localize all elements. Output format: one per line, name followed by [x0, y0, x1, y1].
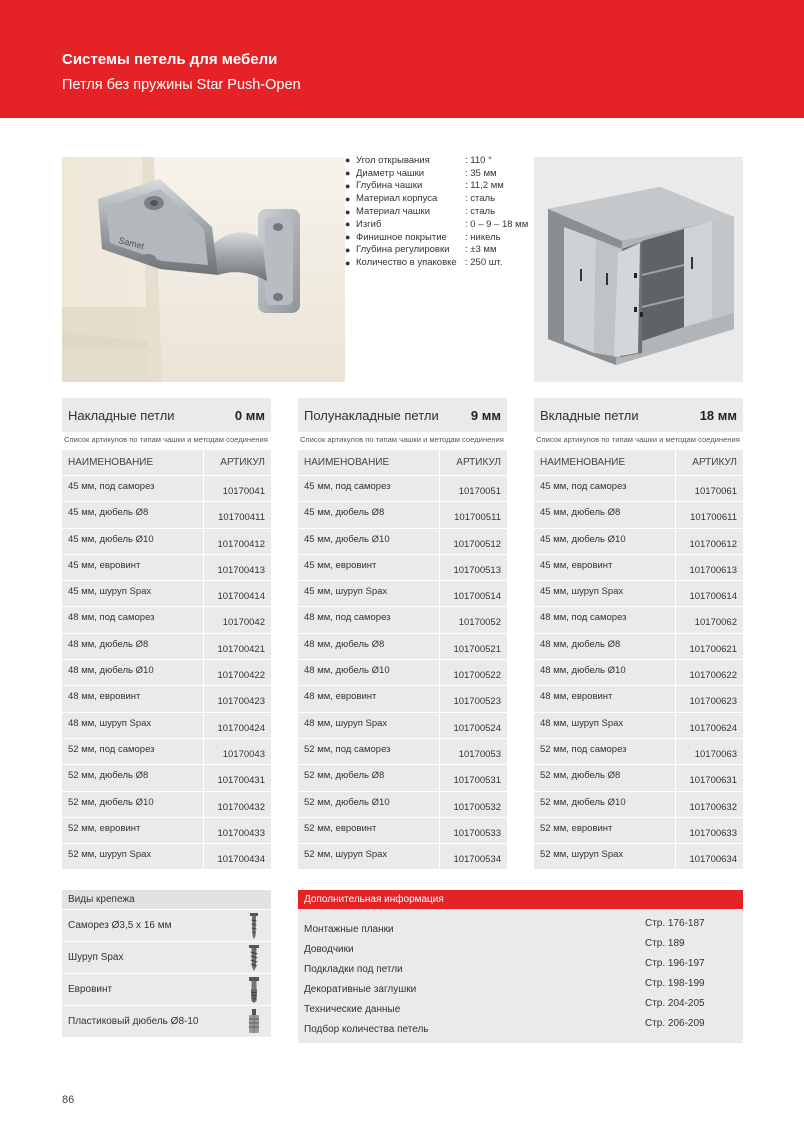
row-code: 101700634	[675, 844, 743, 869]
table-row	[534, 529, 743, 555]
table-row	[298, 581, 507, 607]
row-name: 52 мм, дюбель Ø10	[540, 796, 626, 808]
row-name: 45 мм, дюбель Ø8	[68, 507, 149, 519]
table-note: Список артикулов по типам чашки и методам соединения	[536, 435, 740, 444]
row-code: 101700621	[675, 634, 743, 659]
row-code: 101700431	[203, 765, 271, 790]
table-row	[62, 581, 271, 607]
row-code: 101700512	[439, 529, 507, 554]
spec-row	[345, 192, 535, 205]
table-note: Список артикулов по типам чашки и методам соединения	[300, 435, 504, 444]
specs-list	[345, 154, 535, 269]
row-name: 48 мм, дюбель Ø8	[68, 638, 149, 650]
column-name: НАИМЕНОВАНИЕ	[304, 457, 390, 468]
row-code: 101700622	[675, 660, 743, 685]
row-name: 52 мм, евровинт	[304, 822, 377, 834]
row-code: 101700623	[675, 686, 743, 711]
page-header	[0, 0, 804, 118]
column-code: АРТИКУЛ	[203, 450, 271, 475]
bullet-icon: ●	[345, 244, 351, 255]
fastener-label: Саморез Ø3,5 x 16 мм	[68, 920, 172, 931]
row-name: 52 мм, дюбель Ø10	[304, 796, 390, 808]
row-name: 48 мм, евровинт	[304, 691, 377, 703]
spec-value: : 11,2 мм	[465, 180, 504, 192]
info-item	[304, 918, 734, 935]
table-row	[298, 555, 507, 581]
table-row	[298, 476, 507, 502]
row-code: 101700411	[203, 502, 271, 527]
fastener-item	[62, 1005, 271, 1037]
row-code: 101700523	[439, 686, 507, 711]
table-row	[62, 792, 271, 818]
bullet-icon: ●	[345, 168, 351, 179]
row-code: 101700631	[675, 765, 743, 790]
row-name: 48 мм, евровинт	[68, 691, 141, 703]
row-name: 48 мм, под саморез	[304, 612, 391, 624]
row-code: 10170042	[203, 607, 271, 632]
table-row	[534, 739, 743, 765]
screw-icon	[247, 912, 261, 940]
row-name: 45 мм, под саморез	[68, 481, 155, 492]
row-code: 101700412	[203, 529, 271, 554]
table-offset: 18 мм	[699, 407, 737, 423]
spec-row	[345, 205, 535, 218]
table-row	[534, 713, 743, 739]
row-code: 101700413	[203, 555, 271, 580]
row-name: 52 мм, евровинт	[540, 822, 613, 834]
spec-label: Финишное покрытие	[356, 231, 447, 243]
row-code: 101700434	[203, 844, 271, 869]
info-item	[304, 958, 734, 975]
row-code: 101700533	[439, 818, 507, 843]
info-item	[304, 1018, 734, 1035]
row-code: 101700614	[675, 581, 743, 606]
row-code: 101700521	[439, 634, 507, 659]
spec-value: : сталь	[465, 193, 496, 205]
table-overlay-hinges	[62, 398, 271, 870]
table-row	[62, 713, 271, 739]
fasteners-title: Виды крепежа	[62, 890, 271, 909]
info-item-page: Стр. 206-209	[645, 1018, 705, 1029]
spec-label: Материал чашки	[356, 206, 430, 218]
row-code: 10170063	[675, 739, 743, 764]
table-header	[534, 398, 743, 432]
table-row	[62, 660, 271, 686]
row-name: 48 мм, шуруп Spax	[304, 717, 388, 729]
table-offset: 9 мм	[470, 407, 501, 423]
info-item-page: Стр. 198-199	[645, 978, 705, 989]
spec-row	[345, 154, 535, 167]
row-code: 10170061	[675, 476, 743, 501]
row-code: 10170062	[675, 607, 743, 632]
spec-label: Изгиб	[356, 218, 382, 230]
table-row	[62, 844, 271, 870]
row-name: 52 мм, под саморез	[68, 743, 155, 755]
spec-label: Диаметр чашки	[356, 167, 425, 179]
table-title: Полунакладные петли	[304, 407, 439, 423]
row-name: 45 мм, евровинт	[540, 559, 613, 571]
info-item	[304, 998, 734, 1015]
row-name: 45 мм, евровинт	[304, 559, 377, 571]
column-code: АРТИКУЛ	[675, 450, 743, 475]
row-name: 45 мм, дюбель Ø8	[304, 507, 385, 519]
fastener-item	[62, 973, 271, 1005]
spec-row	[345, 180, 535, 193]
table-row	[62, 739, 271, 765]
row-code: 101700511	[439, 502, 507, 527]
row-name: 52 мм, дюбель Ø8	[540, 770, 621, 782]
row-code: 10170053	[439, 739, 507, 764]
table-row	[62, 476, 271, 502]
row-code: 101700611	[675, 502, 743, 527]
bullet-icon: ●	[345, 193, 351, 204]
row-name: 52 мм, дюбель Ø10	[68, 796, 154, 808]
fastener-label: Евровинт	[68, 984, 113, 995]
table-row	[534, 765, 743, 791]
brand-logo-text: Samet	[117, 235, 146, 252]
table-row	[298, 529, 507, 555]
cabinet-drawing	[534, 157, 743, 382]
table-row	[62, 555, 271, 581]
row-code: 10170041	[203, 476, 271, 501]
table-row	[534, 844, 743, 870]
page-number: 86	[62, 1094, 75, 1106]
info-item-label: Доводчики	[304, 944, 354, 955]
table-row	[298, 634, 507, 660]
row-code: 101700633	[675, 818, 743, 843]
page-title: Системы петель для мебели	[62, 51, 278, 68]
table-row	[62, 502, 271, 528]
row-name: 48 мм, евровинт	[540, 691, 613, 703]
info-item-page: Стр. 204-205	[645, 998, 705, 1009]
info-item-label: Подбор количества петель	[304, 1024, 429, 1035]
table-row	[534, 607, 743, 633]
bullet-icon: ●	[345, 180, 351, 191]
spec-value: : 110 °	[465, 154, 492, 166]
table-header	[62, 398, 271, 432]
row-name: 45 мм, под саморез	[540, 481, 627, 492]
table-row	[298, 686, 507, 712]
row-name: 52 мм, дюбель Ø8	[68, 770, 149, 782]
row-code: 101700532	[439, 792, 507, 817]
row-name: 48 мм, дюбель Ø8	[304, 638, 385, 650]
row-name: 48 мм, под саморез	[540, 612, 627, 624]
table-row	[298, 607, 507, 633]
column-name: НАИМЕНОВАНИЕ	[540, 457, 626, 468]
table-row	[62, 818, 271, 844]
bullet-icon: ●	[345, 206, 351, 217]
row-name: 52 мм, евровинт	[68, 822, 141, 834]
table-title: Накладные петли	[68, 407, 175, 423]
additional-info-title: Дополнительная информация	[298, 890, 743, 909]
table-note: Список артикулов по типам чашки и методам соединения	[64, 435, 268, 444]
spec-label: Угол открывания	[356, 154, 430, 166]
table-offset: 0 мм	[234, 407, 265, 423]
spec-row	[345, 231, 535, 244]
bullet-icon: ●	[345, 232, 351, 243]
table-title: Вкладные петли	[540, 407, 639, 423]
spax-screw-icon	[247, 944, 261, 972]
row-code: 101700524	[439, 713, 507, 738]
info-item-page: Стр. 189	[645, 938, 685, 949]
table-row	[534, 476, 743, 502]
row-name: 45 мм, под саморез	[304, 481, 391, 492]
row-code: 101700424	[203, 713, 271, 738]
row-name: 48 мм, шуруп Spax	[540, 717, 624, 729]
info-item	[304, 938, 734, 955]
row-name: 48 мм, дюбель Ø10	[304, 665, 390, 677]
row-code: 101700534	[439, 844, 507, 869]
spec-value: : 35 мм	[465, 167, 497, 179]
fastener-label: Шуруп Spax	[68, 952, 124, 963]
column-name: НАИМЕНОВАНИЕ	[68, 457, 154, 468]
table-row	[298, 660, 507, 686]
row-code: 101700414	[203, 581, 271, 606]
row-code: 101700531	[439, 765, 507, 790]
info-item-label: Декоративные заглушки	[304, 984, 417, 995]
row-name: 45 мм, дюбель Ø10	[540, 533, 626, 545]
spec-value: : 0 – 9 – 18 мм	[465, 218, 529, 230]
spec-row	[345, 167, 535, 180]
row-name: 52 мм, дюбель Ø8	[304, 770, 385, 782]
row-name: 48 мм, дюбель Ø10	[540, 665, 626, 677]
cabinet-illustration	[534, 157, 743, 382]
column-code: АРТИКУЛ	[439, 450, 507, 475]
row-name: 52 мм, шуруп Spax	[540, 849, 624, 861]
row-code: 101700613	[675, 555, 743, 580]
table-row	[534, 660, 743, 686]
table-row	[298, 792, 507, 818]
row-code: 101700432	[203, 792, 271, 817]
row-code: 101700423	[203, 686, 271, 711]
row-name: 45 мм, дюбель Ø10	[68, 533, 154, 545]
row-code: 101700433	[203, 818, 271, 843]
table-row	[534, 555, 743, 581]
table-row	[62, 607, 271, 633]
table-row	[298, 739, 507, 765]
spec-label: Количество в упаковке	[356, 257, 457, 269]
plastic-dowel-icon	[247, 1008, 261, 1036]
row-code: 10170052	[439, 607, 507, 632]
row-name: 52 мм, шуруп Spax	[304, 849, 388, 861]
row-code: 101700421	[203, 634, 271, 659]
fastener-item	[62, 941, 271, 973]
euroscrew-icon	[247, 976, 261, 1004]
table-row	[534, 792, 743, 818]
row-code: 101700422	[203, 660, 271, 685]
spec-label: Глубина чашки	[356, 180, 423, 192]
table-column-headers	[534, 450, 743, 476]
table-row	[62, 765, 271, 791]
table-inset-hinges	[534, 398, 743, 870]
row-name: 45 мм, дюбель Ø8	[540, 507, 621, 519]
row-code: 10170051	[439, 476, 507, 501]
row-code: 101700632	[675, 792, 743, 817]
row-name: 48 мм, шуруп Spax	[68, 717, 152, 729]
table-column-headers	[298, 450, 507, 476]
row-name: 45 мм, шуруп Spax	[68, 586, 152, 598]
page-subtitle: Петля без пружины Star Push-Open	[62, 77, 301, 93]
spec-value: : сталь	[465, 206, 496, 218]
table-row	[534, 686, 743, 712]
row-code: 101700522	[439, 660, 507, 685]
hinge-photo	[62, 157, 345, 382]
fastener-item	[62, 909, 271, 941]
bullet-icon: ●	[345, 257, 351, 268]
row-code: 101700612	[675, 529, 743, 554]
row-code: 101700624	[675, 713, 743, 738]
row-name: 45 мм, евровинт	[68, 559, 141, 571]
table-half-overlay-hinges	[298, 398, 507, 870]
spec-row	[345, 218, 535, 231]
spec-label: Материал корпуса	[356, 193, 438, 205]
table-row	[298, 765, 507, 791]
spec-row	[345, 244, 535, 257]
info-item-label: Технические данные	[304, 1004, 401, 1015]
spec-value: : никель	[465, 231, 501, 243]
table-row	[534, 818, 743, 844]
row-name: 52 мм, шуруп Spax	[68, 849, 152, 861]
table-row	[62, 686, 271, 712]
info-item-label: Подкладки под петли	[304, 964, 403, 975]
table-row	[298, 844, 507, 870]
row-name: 48 мм, дюбель Ø10	[68, 665, 154, 677]
info-item-page: Стр. 196-197	[645, 958, 705, 969]
bullet-icon: ●	[345, 219, 351, 230]
table-row	[298, 818, 507, 844]
table-row	[62, 634, 271, 660]
bullet-icon: ●	[345, 155, 351, 166]
table-row	[62, 529, 271, 555]
row-code: 101700514	[439, 581, 507, 606]
row-name: 52 мм, под саморез	[540, 743, 627, 755]
info-item	[304, 978, 734, 995]
table-row	[534, 581, 743, 607]
row-name: 52 мм, под саморез	[304, 743, 391, 755]
row-code: 101700513	[439, 555, 507, 580]
table-header	[298, 398, 507, 432]
table-row	[298, 713, 507, 739]
fasteners-panel	[62, 890, 271, 1037]
spec-value: : 250 шт.	[465, 257, 503, 269]
row-name: 48 мм, дюбель Ø8	[540, 638, 621, 650]
row-code: 10170043	[203, 739, 271, 764]
row-name: 45 мм, шуруп Spax	[304, 586, 388, 598]
row-name: 45 мм, шуруп Spax	[540, 586, 624, 598]
info-item-page: Стр. 176-187	[645, 918, 705, 929]
table-row	[534, 502, 743, 528]
spec-label: Глубина регулировки	[356, 244, 450, 256]
spec-value: : ±3 мм	[465, 244, 497, 256]
fastener-label: Пластиковый дюбель Ø8-10	[68, 1016, 199, 1027]
spec-row	[345, 256, 535, 269]
info-item-label: Монтажные планки	[304, 924, 394, 935]
table-row	[534, 634, 743, 660]
hinge-illustration	[62, 157, 345, 382]
additional-info-panel	[298, 890, 743, 1043]
row-name: 48 мм, под саморез	[68, 612, 155, 624]
table-column-headers	[62, 450, 271, 476]
table-row	[298, 502, 507, 528]
row-name: 45 мм, дюбель Ø10	[304, 533, 390, 545]
